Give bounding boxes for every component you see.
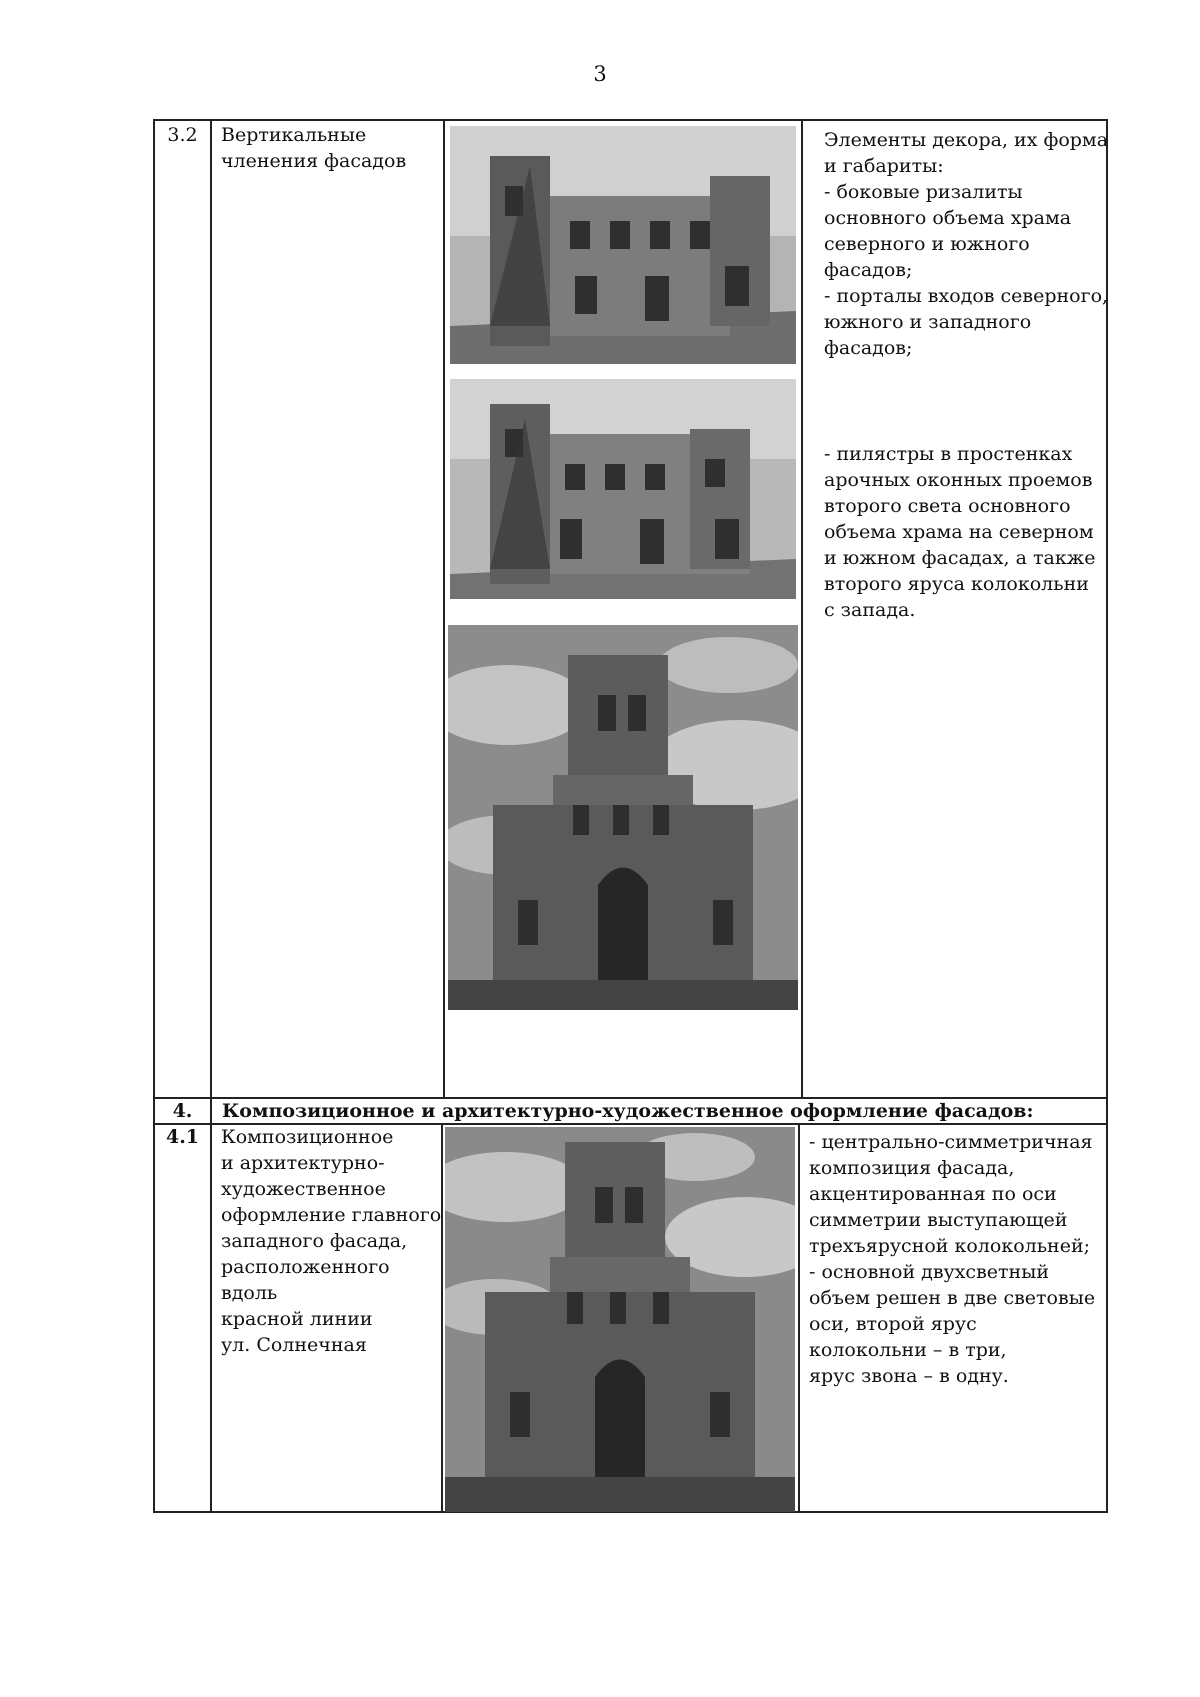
page-number: 3 <box>593 62 607 86</box>
row-description-4-1: - центрально-симметричная композиция фасада, акцентированная по оси симметрии выступающей трехъярусной колокольней; - основной двухсветный объем решен в две световые оси, второй ярус колокольни – в три, ярус звона – в одну. <box>809 1131 1096 1387</box>
row-number-4-1: 4.1 <box>165 1126 200 1148</box>
col-divider-3-upper <box>801 119 803 1099</box>
row-title-4-1: Композиционное и архитектурно- художественное оформление главного западного фасада, расположенного вдоль красной линии ул. Солнечная <box>221 1126 442 1356</box>
church-north-facade-photo <box>450 126 796 364</box>
row-description-3-2a: Элементы декора, их форма и габариты: - боковые ризалиты основного объема храма северного и южного фасадов; - порталы входов северного, южного и западного фасадов; <box>824 129 1109 359</box>
col-divider-2-upper <box>443 119 445 1099</box>
row-title-3-2: Вертикальные членения фасадов <box>221 124 407 172</box>
church-main-facade-photo <box>445 1127 795 1512</box>
row-number-3-2: 3.2 <box>167 124 198 146</box>
facade-table <box>153 119 1108 1513</box>
table-border-top <box>153 119 1108 121</box>
church-south-facade-photo <box>450 379 796 599</box>
col-divider-1 <box>210 119 212 1513</box>
col-divider-3-lower <box>798 1123 800 1513</box>
row-title-4: Композиционное и архитектурно-художественное оформление фасадов: <box>222 1100 1034 1122</box>
church-west-facade-photo <box>448 625 798 1010</box>
table-border-left <box>153 119 155 1513</box>
row-number-4: 4. <box>172 1100 193 1122</box>
row-description-3-2b: - пилястры в простенках арочных оконных проемов второго света основного объема храма на северном и южном фасадах, а также второго яруса колокольни с запада. <box>824 443 1096 621</box>
